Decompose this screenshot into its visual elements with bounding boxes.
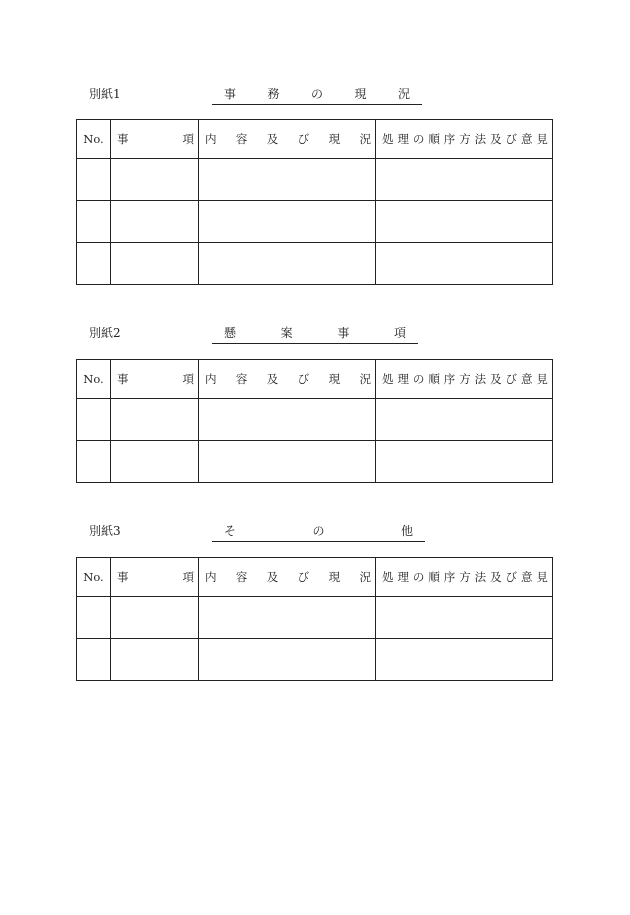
form-table	[76, 557, 553, 681]
cell-content[interactable]	[199, 597, 376, 639]
table-row	[77, 441, 553, 483]
title-char: 他	[400, 524, 413, 538]
header-method: 処 理 の 順 序 方 法 及 び 意 見	[376, 558, 553, 597]
header-no: No.	[77, 558, 111, 597]
cell-content[interactable]	[199, 441, 376, 483]
table-row	[77, 243, 553, 285]
cell-no[interactable]	[77, 597, 111, 639]
cell-method[interactable]	[376, 243, 553, 285]
cell-method[interactable]	[376, 399, 553, 441]
sheet-label: 別紙2	[89, 326, 121, 340]
cell-item[interactable]	[111, 243, 199, 285]
cell-content[interactable]	[199, 399, 376, 441]
sheet-label: 別紙1	[89, 87, 121, 101]
cell-method[interactable]	[376, 441, 553, 483]
title-char: そ	[224, 524, 237, 538]
cell-content[interactable]	[199, 639, 376, 681]
title-char: 現	[354, 87, 367, 101]
cell-content[interactable]	[199, 201, 376, 243]
header-no: No.	[77, 360, 111, 399]
header-no: No.	[77, 120, 111, 159]
cell-method[interactable]	[376, 159, 553, 201]
cell-item[interactable]	[111, 201, 199, 243]
cell-no[interactable]	[77, 159, 111, 201]
cell-no[interactable]	[77, 201, 111, 243]
table-header-row	[77, 120, 553, 159]
table-row	[77, 597, 553, 639]
sheet-title	[212, 324, 418, 344]
title-char: 懸	[224, 326, 237, 340]
header-item: 事 項	[111, 558, 199, 597]
sheet-title	[212, 522, 425, 542]
title-char: 事	[337, 326, 350, 340]
cell-method[interactable]	[376, 201, 553, 243]
header-content: 内 容 及 び 現 況	[199, 360, 376, 399]
header-item: 事 項	[111, 120, 199, 159]
header-content: 内 容 及 び 現 況	[199, 120, 376, 159]
header-method: 処 理 の 順 序 方 法 及 び 意 見	[376, 360, 553, 399]
title-char: 事	[224, 87, 237, 101]
table-row	[77, 399, 553, 441]
title-char: の	[312, 524, 325, 538]
table-header-row	[77, 360, 553, 399]
cell-no[interactable]	[77, 441, 111, 483]
header-content: 内 容 及 び 現 況	[199, 558, 376, 597]
cell-item[interactable]	[111, 597, 199, 639]
sheet-title	[212, 85, 422, 105]
cell-no[interactable]	[77, 243, 111, 285]
table-row	[77, 639, 553, 681]
cell-method[interactable]	[376, 639, 553, 681]
title-char: の	[310, 87, 323, 101]
cell-item[interactable]	[111, 441, 199, 483]
title-char: 項	[393, 326, 406, 340]
cell-no[interactable]	[77, 639, 111, 681]
cell-content[interactable]	[199, 243, 376, 285]
table-row	[77, 159, 553, 201]
header-method: 処 理 の 順 序 方 法 及 び 意 見	[376, 120, 553, 159]
form-table	[76, 359, 553, 483]
cell-item[interactable]	[111, 639, 199, 681]
table-header-row	[77, 558, 553, 597]
cell-item[interactable]	[111, 399, 199, 441]
sheet-label: 別紙3	[89, 524, 121, 538]
title-char: 務	[267, 87, 280, 101]
header-item: 事 項	[111, 360, 199, 399]
cell-method[interactable]	[376, 597, 553, 639]
cell-no[interactable]	[77, 399, 111, 441]
cell-content[interactable]	[199, 159, 376, 201]
table-row	[77, 201, 553, 243]
title-char: 案	[280, 326, 293, 340]
form-table	[76, 119, 553, 285]
cell-item[interactable]	[111, 159, 199, 201]
title-char: 況	[397, 87, 410, 101]
